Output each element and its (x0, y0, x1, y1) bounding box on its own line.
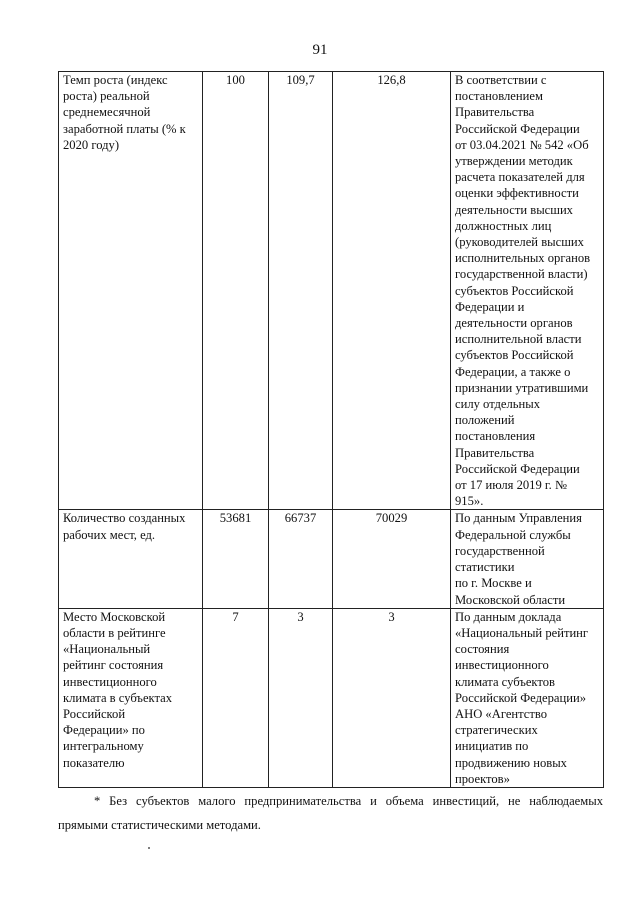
indicator-cell: Темп роста (индекс роста) реальной среднемесячной заработной платы (% к 2020 году) (59, 72, 203, 510)
scan-speck (148, 847, 150, 849)
source-cell: По данным доклада «Национальный рейтинг состояния инвестиционного климата субъектов Российской Федерации» АНО «Агентство стратегических инициатив по продвижению новых проектов» (451, 608, 604, 787)
value-cell: 53681 (203, 510, 269, 608)
value-cell: 100 (203, 72, 269, 510)
indicator-cell: Место Московской области в рейтинге «Национальный рейтинг состояния инвестиционного климата в субъектах Российской Федерации» по интегральному показателю (59, 608, 203, 787)
value-cell: 3 (269, 608, 333, 787)
footnote: * Без субъектов малого предпринимательства и объема инвестиций, не наблюдаемых прямыми статистическими методами. (58, 794, 603, 832)
value-cell: 66737 (269, 510, 333, 608)
table-row (59, 608, 604, 787)
value-cell: 7 (203, 608, 269, 787)
value-cell: 126,8 (333, 72, 451, 510)
indicators-table (58, 71, 604, 788)
table-row (59, 72, 604, 510)
value-cell: 70029 (333, 510, 451, 608)
indicator-cell: Количество созданных рабочих мест, ед. (59, 510, 203, 608)
source-cell: В соответствии с постановлением Правительства Российской Федерации от 03.04.2021 № 542 «Об утверждении методик расчета показателей для оценки эффективности деятельности высших должностных лиц (руководителей высших исполнительных органов государственной власти) субъектов Российской Федерации и деятельности органов исполнительной власти субъектов Российской Федерации, а также о признании утратившими силу отдельных положений постановления Правительства Российской Федерации от 17 июля 2019 г. № 915». (451, 72, 604, 510)
value-cell: 3 (333, 608, 451, 787)
page-number: 91 (312, 42, 328, 58)
table-row (59, 510, 604, 608)
source-cell: По данным Управления Федеральной службы государственной статистики по г. Москве и Московской области (451, 510, 604, 608)
value-cell: 109,7 (269, 72, 333, 510)
